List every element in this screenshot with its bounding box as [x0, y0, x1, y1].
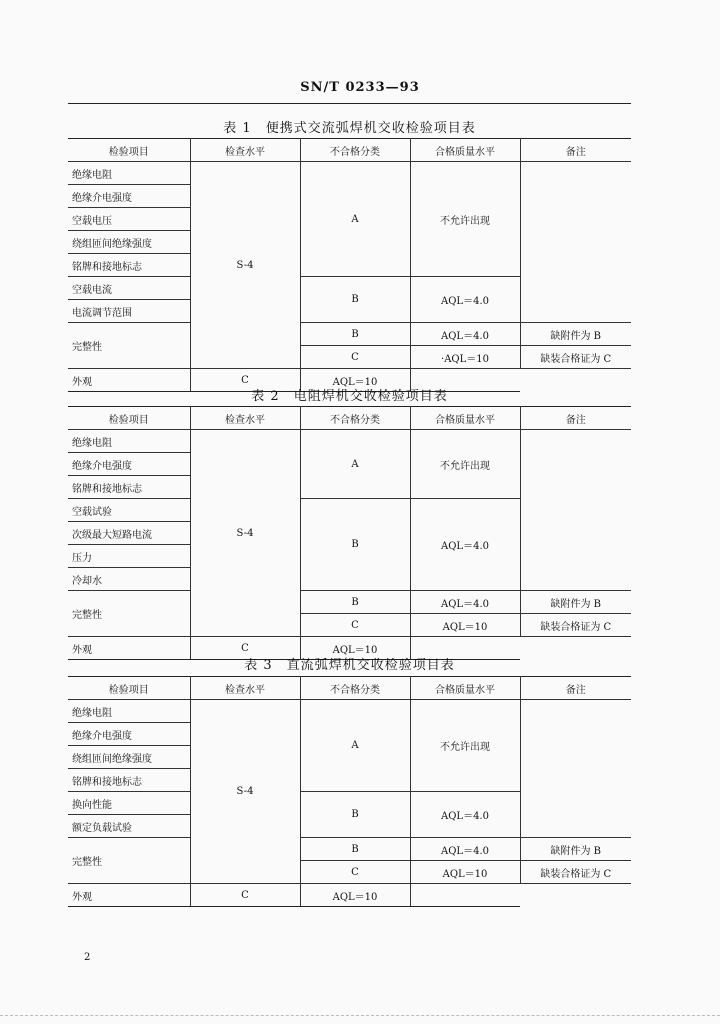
- item-cell: 空载电流: [68, 277, 190, 300]
- class-cell: B: [300, 792, 410, 838]
- class-cell: C: [190, 369, 300, 392]
- class-cell: C: [190, 884, 300, 907]
- aql-cell: AQL＝10: [300, 369, 410, 392]
- item-cell: 冷却水: [68, 568, 190, 591]
- item-cell: 空载试验: [68, 499, 190, 522]
- note-cell: [520, 162, 631, 323]
- aql-cell: AQL＝4.0: [410, 591, 520, 614]
- table-row: [68, 884, 631, 907]
- col-header-level: 检查水平: [190, 677, 300, 700]
- table-header-row: [68, 407, 631, 430]
- item-cell: 铭牌和接地标志: [68, 769, 190, 792]
- item-cell: 铭牌和接地标志: [68, 254, 190, 277]
- item-cell: 空载电压: [68, 208, 190, 231]
- item-cell: 绕组匝间绝缘强度: [68, 746, 190, 769]
- table2-caption: 表 2 电阻焊机交收检验项目表: [251, 389, 448, 404]
- note-cell: 缺装合格证为 C: [520, 861, 631, 884]
- item-cell: 外观: [68, 637, 190, 660]
- aql-cell: AQL＝4.0: [410, 792, 520, 838]
- item-cell: 绝缘介电强度: [68, 185, 190, 208]
- table2: [68, 406, 631, 660]
- aql-cell: AQL＝10: [300, 637, 410, 660]
- item-cell: 绝缘电阻: [68, 162, 190, 185]
- col-header-aql: 合格质量水平: [410, 139, 520, 162]
- table-row: [68, 323, 631, 346]
- item-cell: 电流调节范围: [68, 300, 190, 323]
- note-cell: 缺装合格证为 C: [520, 614, 631, 637]
- level-cell: S-4: [190, 430, 300, 637]
- table1: [68, 138, 631, 392]
- class-cell: B: [300, 323, 410, 346]
- col-header-aql: 合格质量水平: [410, 407, 520, 430]
- aql-cell: AQL＝10: [410, 861, 520, 884]
- note-cell: [520, 700, 631, 838]
- class-cell: C: [300, 346, 410, 369]
- note-cell: 缺附件为 B: [520, 323, 631, 346]
- col-header-item: 检验项目: [68, 407, 190, 430]
- item-cell: 完整性: [68, 323, 190, 369]
- class-cell: A: [300, 430, 410, 499]
- col-header-item: 检验项目: [68, 139, 190, 162]
- table-header-row: [68, 139, 631, 162]
- standard-code-header: SN/T 0233—93: [300, 80, 420, 95]
- note-cell: 缺附件为 B: [520, 838, 631, 861]
- col-header-class: 不合格分类: [300, 139, 410, 162]
- col-header-aql: 合格质量水平: [410, 677, 520, 700]
- class-cell: B: [300, 499, 410, 591]
- item-cell: 换向性能: [68, 792, 190, 815]
- table-row: [68, 838, 631, 861]
- class-cell: B: [300, 591, 410, 614]
- class-cell: B: [300, 838, 410, 861]
- item-cell: 绝缘介电强度: [68, 723, 190, 746]
- page-number: 2: [84, 952, 91, 963]
- col-header-level: 检查水平: [190, 139, 300, 162]
- class-cell: A: [300, 162, 410, 277]
- aql-cell: AQL＝4.0: [410, 499, 520, 591]
- class-cell: B: [300, 277, 410, 323]
- aql-cell: AQL＝10: [300, 884, 410, 907]
- item-cell: 外观: [68, 369, 190, 392]
- scan-edge-line: [0, 1015, 720, 1016]
- item-cell: 绕组匝间绝缘强度: [68, 231, 190, 254]
- level-cell: S-4: [190, 700, 300, 884]
- note-cell: 缺装合格证为 C: [520, 346, 631, 369]
- header-rule: [68, 103, 631, 104]
- note-cell: 缺附件为 B: [520, 591, 631, 614]
- table-row: [68, 162, 631, 185]
- aql-cell: 不允许出现: [410, 700, 520, 792]
- note-cell: [520, 430, 631, 591]
- item-cell: 压力: [68, 545, 190, 568]
- item-cell: 绝缘电阻: [68, 430, 190, 453]
- aql-cell: ·AQL＝10: [410, 346, 520, 369]
- table-row: [68, 430, 631, 453]
- item-cell: 铭牌和接地标志: [68, 476, 190, 499]
- col-header-class: 不合格分类: [300, 677, 410, 700]
- item-cell: 绝缘电阻: [68, 700, 190, 723]
- note-cell: [410, 884, 520, 907]
- item-cell: 完整性: [68, 838, 190, 884]
- col-header-note: 备注: [520, 139, 631, 162]
- table1-caption: 表 1 便携式交流弧焊机交收检验项目表: [223, 121, 476, 136]
- table-header-row: [68, 677, 631, 700]
- class-cell: C: [300, 614, 410, 637]
- aql-cell: AQL＝4.0: [410, 277, 520, 323]
- table3: [68, 676, 631, 907]
- item-cell: 完整性: [68, 591, 190, 637]
- item-cell: 外观: [68, 884, 190, 907]
- aql-cell: 不允许出现: [410, 430, 520, 499]
- class-cell: C: [190, 637, 300, 660]
- aql-cell: AQL＝4.0: [410, 838, 520, 861]
- class-cell: C: [300, 861, 410, 884]
- class-cell: A: [300, 700, 410, 792]
- table-row: [68, 591, 631, 614]
- col-header-item: 检验项目: [68, 677, 190, 700]
- item-cell: 绝缘介电强度: [68, 453, 190, 476]
- col-header-note: 备注: [520, 677, 631, 700]
- col-header-note: 备注: [520, 407, 631, 430]
- table3-caption: 表 3 直流弧焊机交收检验项目表: [244, 658, 455, 673]
- aql-cell: 不允许出现: [410, 162, 520, 277]
- item-cell: 额定负载试验: [68, 815, 190, 838]
- aql-cell: AQL＝10: [410, 614, 520, 637]
- col-header-level: 检查水平: [190, 407, 300, 430]
- col-header-class: 不合格分类: [300, 407, 410, 430]
- table-row: [68, 700, 631, 723]
- level-cell: S-4: [190, 162, 300, 369]
- item-cell: 次级最大短路电流: [68, 522, 190, 545]
- aql-cell: AQL＝4.0: [410, 323, 520, 346]
